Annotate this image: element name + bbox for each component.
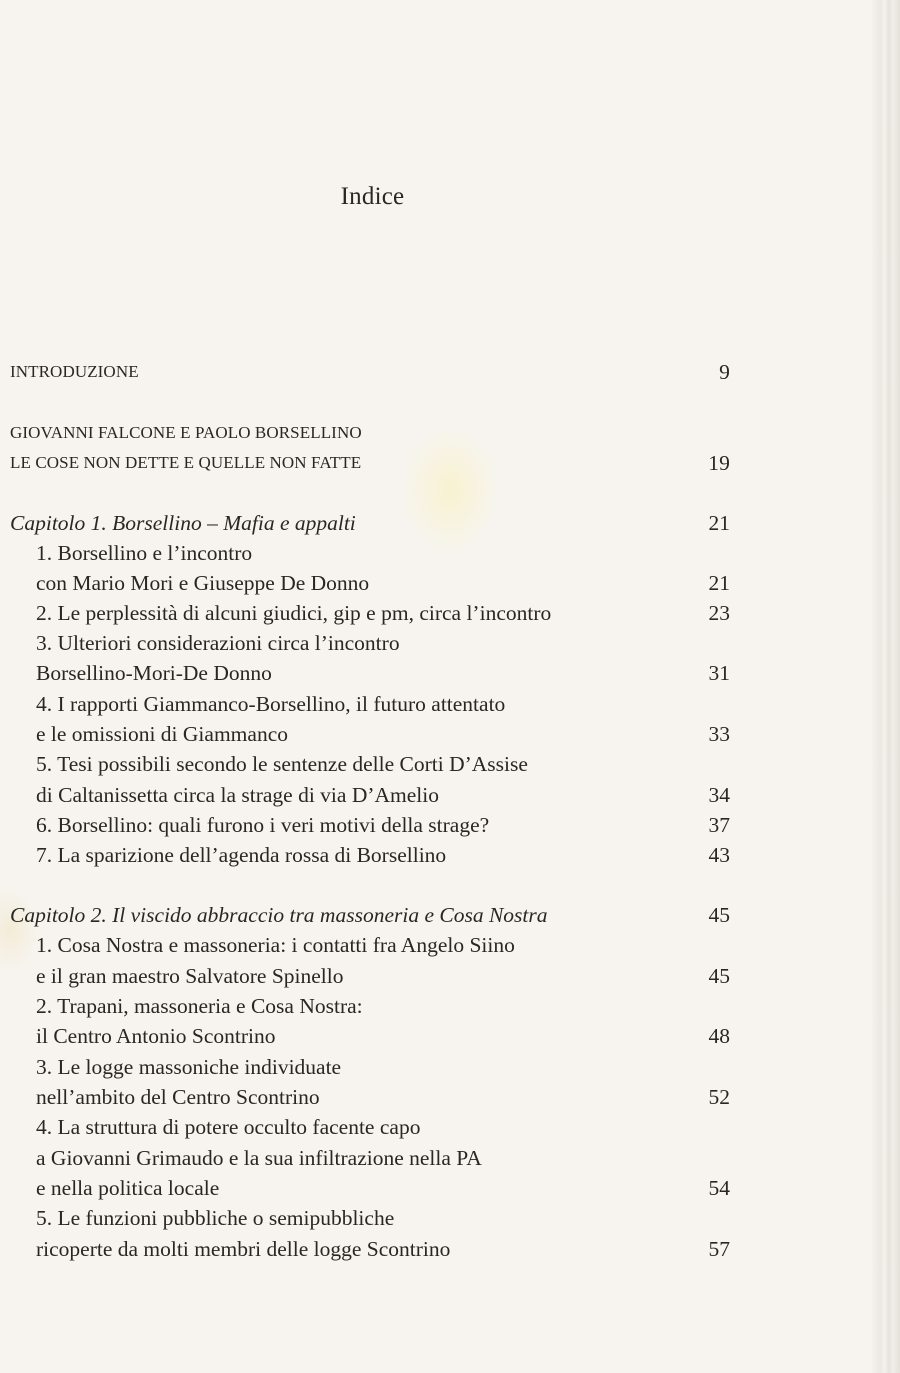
toc-page-number: 21 <box>708 571 730 595</box>
toc-section-1-6 <box>10 810 730 840</box>
toc-page-number: 23 <box>708 601 730 625</box>
chapter-title: Capitolo 2. Il viscido abbraccio tra massoneria e Cosa Nostra <box>10 903 548 927</box>
toc-section-2-2-line1 <box>10 991 730 1021</box>
toc-section-1-5-line1 <box>10 749 730 779</box>
toc-entry-falcone-borsellino-line2 <box>10 448 730 478</box>
toc-page-number: 9 <box>719 360 730 384</box>
toc-section-1-3-line2 <box>10 658 730 688</box>
toc-page-number: 45 <box>708 903 730 927</box>
page-edge <box>872 0 900 1373</box>
toc-section-1-7 <box>10 840 730 870</box>
section-title: 2. Le perplessità di alcuni giudici, gip e pm, circa l’incontro <box>36 601 552 625</box>
toc-page-number: 31 <box>708 661 730 685</box>
toc-page-number: 54 <box>708 1176 730 1200</box>
section-title: 1. Borsellino e l’incontro <box>36 541 253 565</box>
section-title: 5. Le funzioni pubbliche o semipubbliche <box>36 1206 395 1230</box>
toc-section-2-3-line2 <box>10 1082 730 1112</box>
chapter-title: Capitolo 1. Borsellino – Mafia e appalti <box>10 511 356 535</box>
toc-section-1-1-line1 <box>10 538 730 568</box>
section-title: 3. Ulteriori considerazioni circa l’incontro <box>36 631 400 655</box>
section-title: a Giovanni Grimaudo e la sua infiltrazione nella PA <box>36 1146 482 1170</box>
section-title: e nella politica locale <box>36 1176 220 1200</box>
section-title: 6. Borsellino: quali furono i veri motivi della strage? <box>36 813 490 837</box>
section-title: 2. Trapani, massoneria e Cosa Nostra: <box>36 994 363 1018</box>
toc-entry-title: LE COSE NON DETTE E QUELLE NON FATTE <box>10 453 362 472</box>
toc-page-number: 21 <box>708 511 730 535</box>
section-title: il Centro Antonio Scontrino <box>36 1024 276 1048</box>
toc-page-number: 52 <box>708 1085 730 1109</box>
section-title: nell’ambito del Centro Scontrino <box>36 1085 320 1109</box>
toc-section-1-3-line1 <box>10 628 730 658</box>
section-title: 3. Le logge massoniche individuate <box>36 1055 342 1079</box>
section-title: 4. La struttura di potere occulto facente capo <box>36 1115 421 1139</box>
toc-section-2-4-line1 <box>10 1112 730 1142</box>
section-title: e le omissioni di Giammanco <box>36 722 288 746</box>
section-title: 1. Cosa Nostra e massoneria: i contatti fra Angelo Siino <box>36 933 515 957</box>
toc-entry-title: GIOVANNI FALCONE E PAOLO BORSELLINO <box>10 423 362 442</box>
toc-page-number: 37 <box>708 813 730 837</box>
toc-section-2-2-line2 <box>10 1021 730 1051</box>
toc-section-2-3-line1 <box>10 1052 730 1082</box>
section-title: ricoperte da molti membri delle logge Scontrino <box>36 1237 451 1261</box>
toc-page-number: 33 <box>708 722 730 746</box>
page-title: Indice <box>340 183 405 210</box>
toc-section-2-1-line2 <box>10 961 730 991</box>
toc-section-1-5-line2 <box>10 780 730 810</box>
section-title: Borsellino-Mori-De Donno <box>36 661 272 685</box>
toc-page-number: 48 <box>708 1024 730 1048</box>
toc-section-1-4-line1 <box>10 689 730 719</box>
toc-section-1-1-line2 <box>10 568 730 598</box>
toc-section-2-5-line1 <box>10 1203 730 1233</box>
section-title: 7. La sparizione dell’agenda rossa di Borsellino <box>36 843 447 867</box>
section-title: con Mario Mori e Giuseppe De Donno <box>36 571 370 595</box>
toc-chapter-1 <box>10 508 730 538</box>
toc-page-number: 34 <box>708 783 730 807</box>
toc-section-2-1-line1 <box>10 930 730 960</box>
toc-entry-introduction <box>10 357 730 387</box>
toc-section-2-5-line2 <box>10 1234 730 1264</box>
section-title: di Caltanissetta circa la strage di via D’Amelio <box>36 783 439 807</box>
toc-page-number: 57 <box>708 1237 730 1261</box>
toc-entry-title: INTRODUZIONE <box>10 362 139 381</box>
toc-section-2-4-line2 <box>10 1143 730 1173</box>
section-title: 5. Tesi possibili secondo le sentenze delle Corti D’Assise <box>36 752 528 776</box>
toc-page-number: 45 <box>708 964 730 988</box>
toc-page-number: 43 <box>708 843 730 867</box>
section-title: 4. I rapporti Giammanco-Borsellino, il futuro attentato <box>36 692 506 716</box>
toc-entry-falcone-borsellino-line1 <box>10 418 730 448</box>
toc-chapter-2 <box>10 900 730 930</box>
section-title: e il gran maestro Salvatore Spinello <box>36 964 344 988</box>
toc-section-1-2 <box>10 598 730 628</box>
toc-section-1-4-line2 <box>10 719 730 749</box>
toc-page-number: 19 <box>708 451 730 475</box>
toc-section-2-4-line3 <box>10 1173 730 1203</box>
